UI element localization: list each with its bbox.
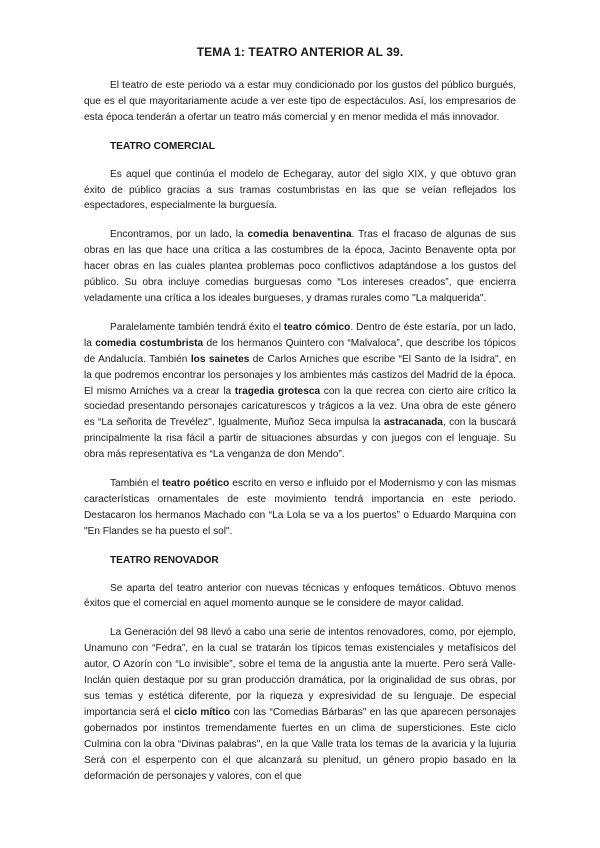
text-run: con la que recrea con cierto aire crítico la sociedad presentando personajes caricaturescos y trágicos a la vez. Una obra de este género es “La señorita de Trevélez". Igualmente, Muñoz Seca impulsa la: [84, 385, 516, 429]
section-heading-renovador: TEATRO RENOVADOR: [110, 554, 219, 566]
bold-term: comedia benaventina: [247, 229, 352, 241]
bold-term: teatro poético: [162, 478, 230, 490]
bold-term: teatro cómico: [283, 321, 351, 333]
paragraph-renovador-definition: Se aparta del teatro anterior con nuevas técnicas y enfoques temáticos. Obtuvo menos éxitos que el comercial en aquel momento aunque se le considere de mayor calidad.: [84, 582, 516, 610]
text-run: Paralelamente también tendrá éxito el: [110, 321, 284, 333]
paragraph-teatro-comico: [84, 320, 516, 463]
paragraph-generacion-98: [84, 625, 516, 784]
text-run: con las “Comedias Bárbaras" en las que aparecen personajes gobernados por instintos tremendamente fuertes en un clima de supersticiones. Este ciclo Culmina con la obra “Divinas palabras", en la que Valle trata los temas de la avaricia y la lujuria Será con el esperpento con el que alcanzará su plenitud, un género propio basado en la deformación de personajes y valores, con el que: [84, 706, 516, 782]
text-run: La Generación del 98 llevó a cabo una serie de intentos renovadores, como, por ejemplo, Unamuno con “Fedra”, en la cual se tratarán los típicos temas existenciales y metafísicos del autor, O Azorín con “Lo invisible”, sobre el tema de la angustia ante la muerte. Pero será Valle-Inclán quien destaque por su gran producción dramática, por la originalidad de sus obras, por sus temas y estética diferente, por la riqueza y expresividad de su lenguaje. De especial importancia será el: [84, 627, 516, 718]
text-run: También el: [110, 478, 163, 490]
bold-term: tragedia grotesca: [234, 385, 321, 397]
bold-term: ciclo mítico: [173, 706, 231, 718]
text-run: . Dentro de éste estaría, por un lado, la: [84, 321, 516, 349]
intro-paragraph: El teatro de este periodo va a estar muy condicionado por los gustos del público burgués, que es el que mayoritariamente acude a ver este tipo de espectáculos. Así, los empresarios de esta época tenderán a ofertar un teatro más comercial y en menor medida el más innovador.: [84, 80, 516, 123]
text-run: escrito en verso e influido por el Modernismo y con las mismas características ornamentales de este movimiento tendrá importancia en este periodo. Destacaron los hermanos Machado con “La Lola se va a los puertos” o Eduardo Marquina con "En Flandes se ha puesto el sol".: [84, 478, 517, 537]
text-run: , con la buscará principalmente la risa fácil a partir de situaciones absurdas y con juegos con el lenguaje. Su obra más representativa es “La venganza de don Mendo”.: [84, 417, 516, 461]
text-run: de los hermanos Quintero con “Malvaloca”, que describe los tópicos de Andalucía. También: [84, 337, 516, 365]
document-body: [84, 44, 516, 784]
paragraph-comedia-benaventina: [84, 227, 516, 307]
text-run: . Tras el fracaso de algunas de sus obras en las que hace una crítica a las costumbres de la época, Jacinto Benavente opta por hacer obras en las cuales plantea problemas poco conflictivos adaptándose a los gustos del público. Su obra incluye comedias burguesas como “Los intereses creados”, que encierra veladamente una crítica a los ideales burgueses, y dramas rurales como "La malquerida".: [84, 229, 516, 304]
bold-term: astracanada: [383, 417, 443, 429]
text-run: de Carlos Arniches que escribe “El Santo de la Isidra", en la que podremos encontrar los personajes y los ambientes más castizos del Madrid de la época. El mismo Arniches va a crear la: [84, 353, 517, 397]
section-heading-commercial: TEATRO COMERCIAL: [110, 140, 215, 152]
bold-term: comedia costumbrista: [95, 337, 204, 349]
paragraph-teatro-poetico: [84, 476, 516, 540]
bold-term: los sainetes: [190, 353, 250, 365]
text-run: Encontramos, por un lado, la: [110, 229, 248, 241]
document-title: TEMA 1: TEATRO ANTERIOR AL 39.: [196, 45, 404, 59]
paragraph-commercial-definition: Es aquel que continúa el modelo de Echegaray, autor del siglo XIX, y que obtuvo gran éxito de público gracias a sus tramas costumbristas en las que se veían reflejados los espectadores, especialmente la burguesía.: [84, 168, 516, 212]
